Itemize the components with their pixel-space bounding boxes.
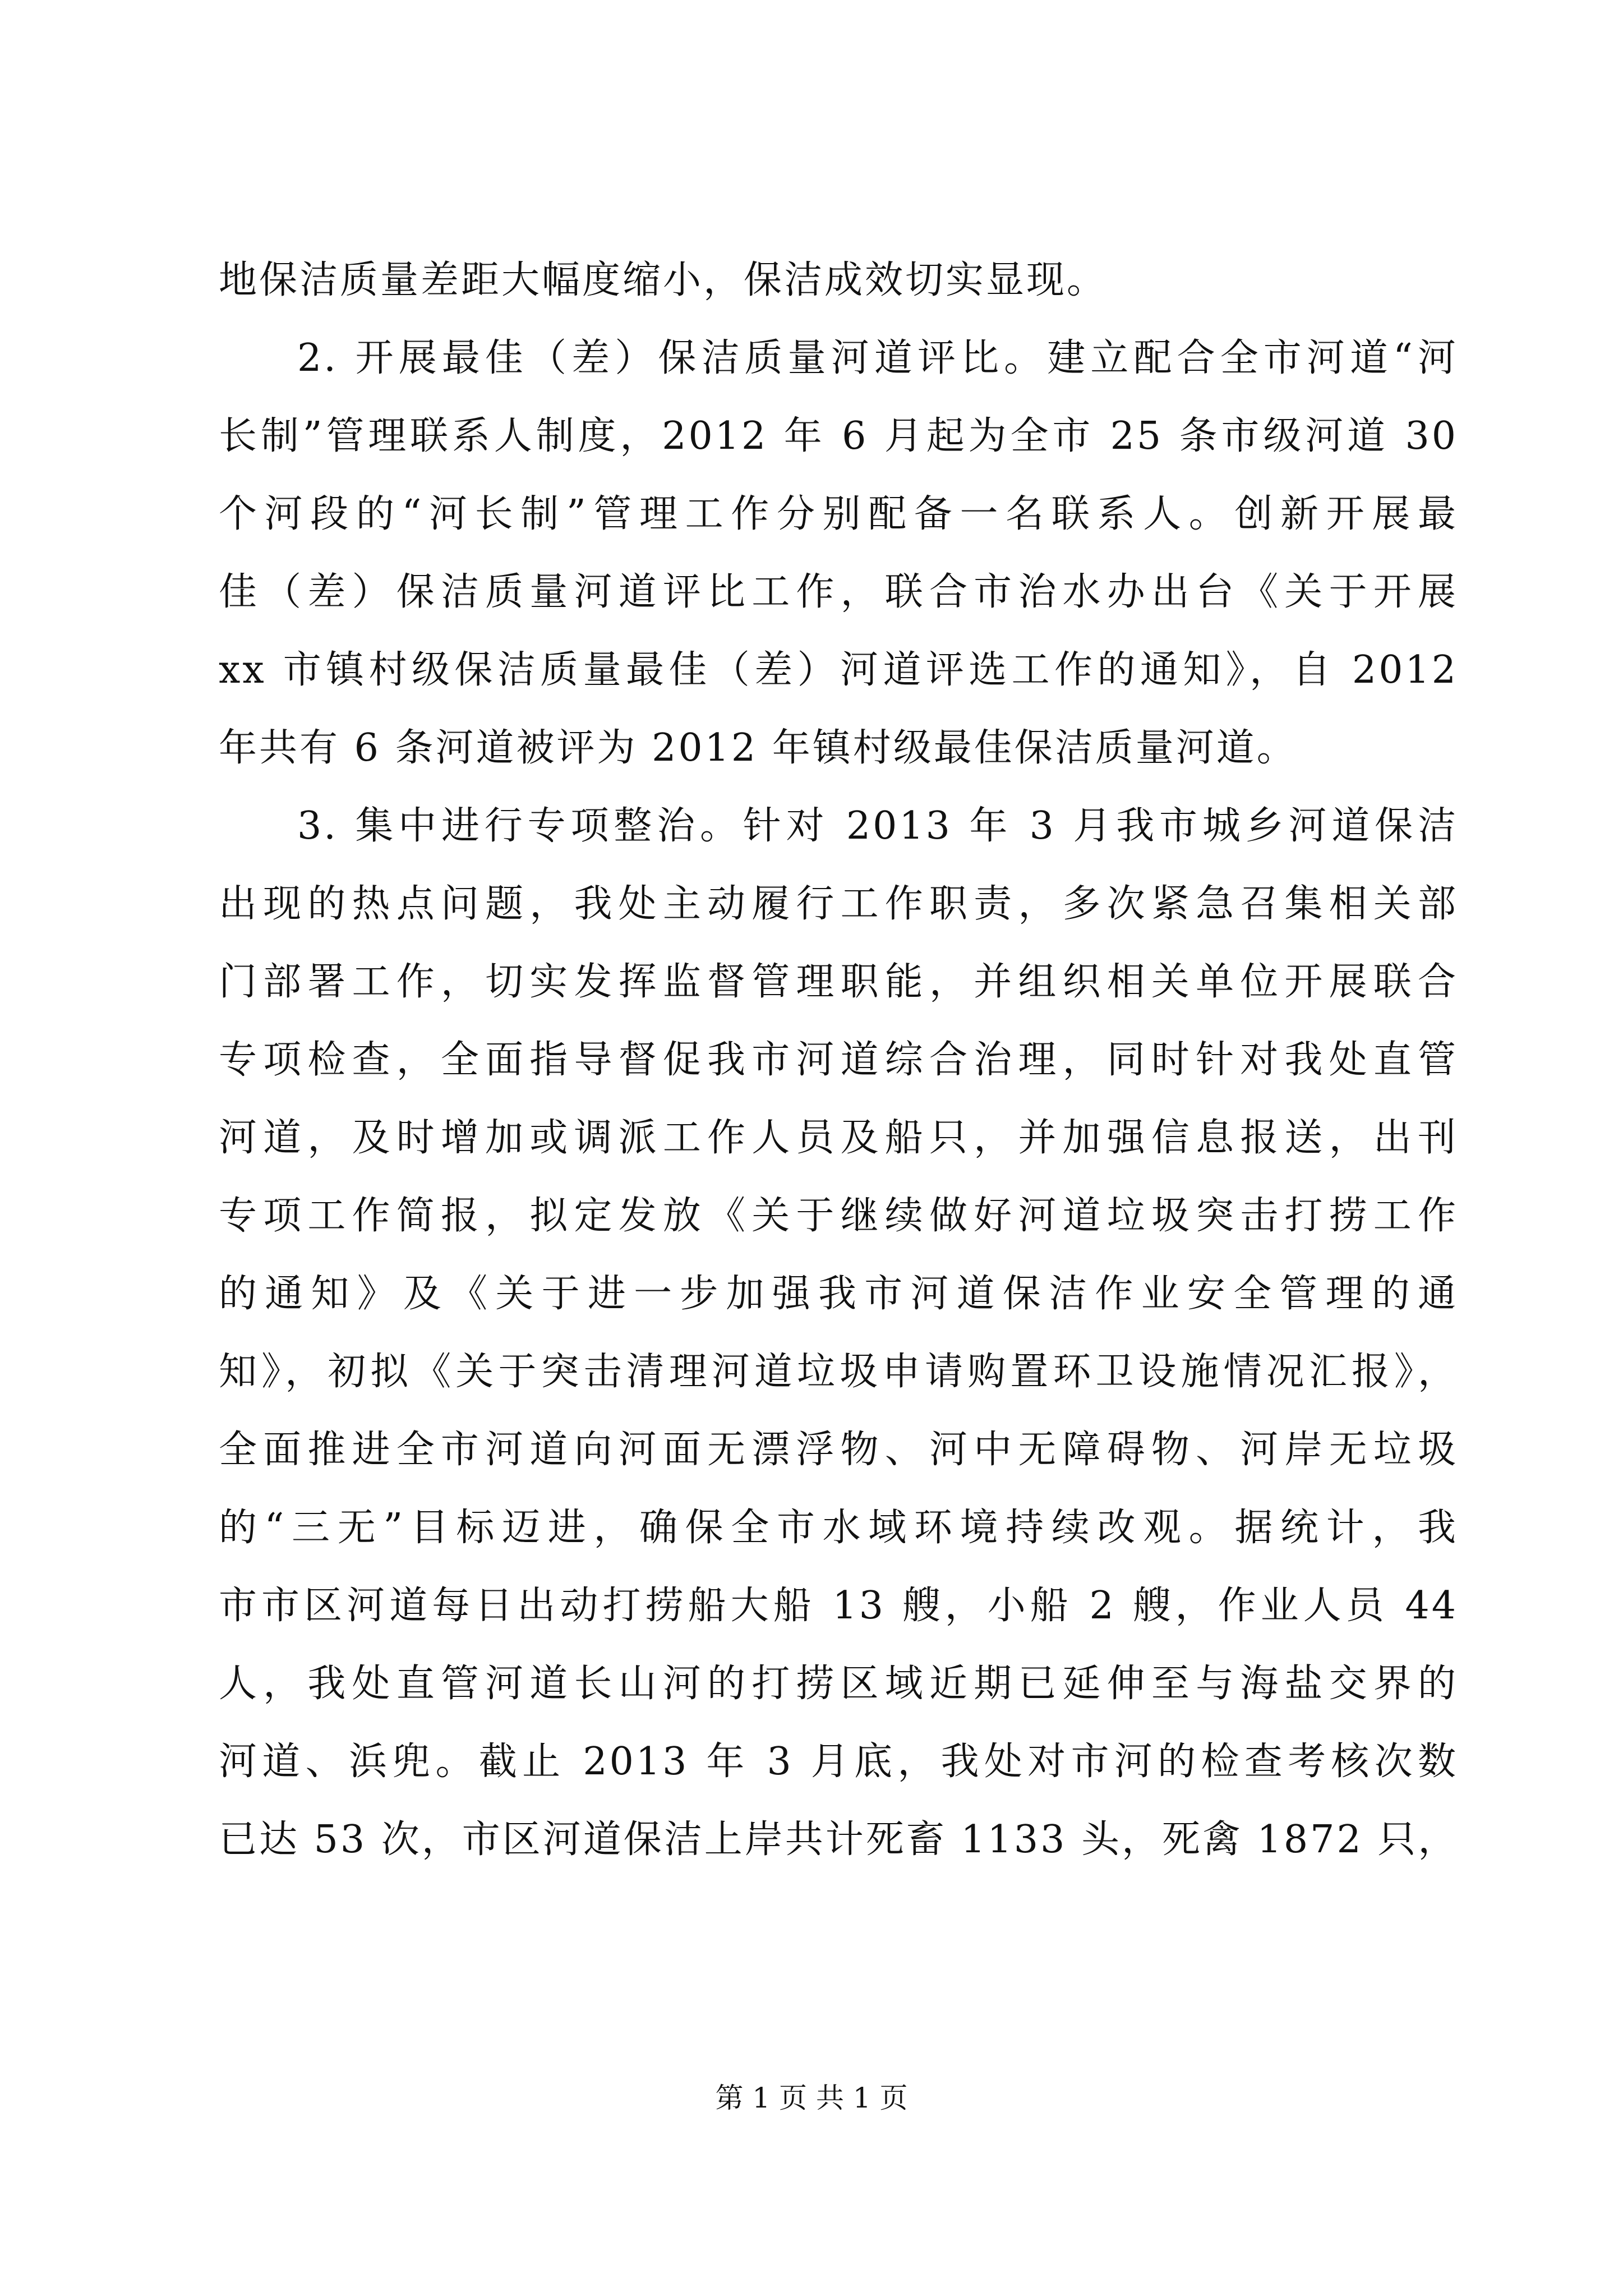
paragraph-line: 全面推进全市河道向河面无漂浮物、河中无障碍物、河岸无垃圾 (219, 1428, 1458, 1472)
paragraph-line: 佳（差）保洁质量河道评比工作，联合市治水办出台《关于开展 (219, 570, 1458, 614)
paragraph-line: 河道，及时增加或调派工作人员及船只，并加强信息报送，出刊 (219, 1116, 1458, 1160)
paragraph-line: 已达 53 次，市区河道保洁上岸共计死畜 1133 头，死禽 1872 只， (219, 1818, 1459, 1862)
paragraph-line: 个河段的“河长制”管理工作分别配备一名联系人。创新开展最 (219, 492, 1458, 536)
paragraph-line: 年共有 6 条河道被评为 2012 年镇村级最佳保洁质量河道。 (219, 726, 1297, 770)
paragraph-line: 的通知》及《关于进一步加强我市河道保洁作业安全管理的通 (219, 1272, 1458, 1316)
paragraph-line: 专项工作简报，拟定发放《关于继续做好河道垃圾突击打捞工作 (219, 1194, 1458, 1238)
paragraph-line: 3. 集中进行专项整治。针对 2013 年 3 月我市城乡河道保洁 (297, 804, 1458, 848)
paragraph-line: 门部署工作，切实发挥监督管理职能，并组织相关单位开展联合 (219, 960, 1458, 1004)
paragraph-line: 市市区河道每日出动打捞船大船 13 艘，小船 2 艘，作业人员 44 (219, 1584, 1458, 1628)
paragraph-line: 的“三无”目标迈进，确保全市水域环境持续改观。据统计，我 (219, 1506, 1458, 1550)
paragraph-line: 出现的热点问题，我处主动履行工作职责，多次紧急召集相关部 (219, 882, 1458, 926)
paragraph-line: 长制”管理联系人制度，2012 年 6 月起为全市 25 条市级河道 30 (219, 414, 1458, 458)
paragraph-line: 人，我处直管河道长山河的打捞区域近期已延伸至与海盐交界的 (219, 1662, 1458, 1706)
paragraph-line: 2. 开展最佳（差）保洁质量河道评比。建立配合全市河道“河 (297, 336, 1458, 380)
paragraph-line: 专项检查，全面指导督促我市河道综合治理，同时针对我处直管 (219, 1038, 1458, 1082)
paragraph-line: 地保洁质量差距大幅度缩小，保洁成效切实显现。 (219, 258, 1108, 302)
page-footer: 第 1 页 共 1 页 (715, 2082, 908, 2114)
paragraph-line: 知》，初拟《关于突击清理河道垃圾申请购置环卫设施情况汇报》， (219, 1350, 1458, 1394)
paragraph-line: xx 市镇村级保洁质量最佳（差）河道评选工作的通知》，自 2012 (219, 648, 1458, 692)
paragraph-line: 河道、浜兜。截止 2013 年 3 月底，我处对市河的检查考核次数 (219, 1740, 1458, 1784)
